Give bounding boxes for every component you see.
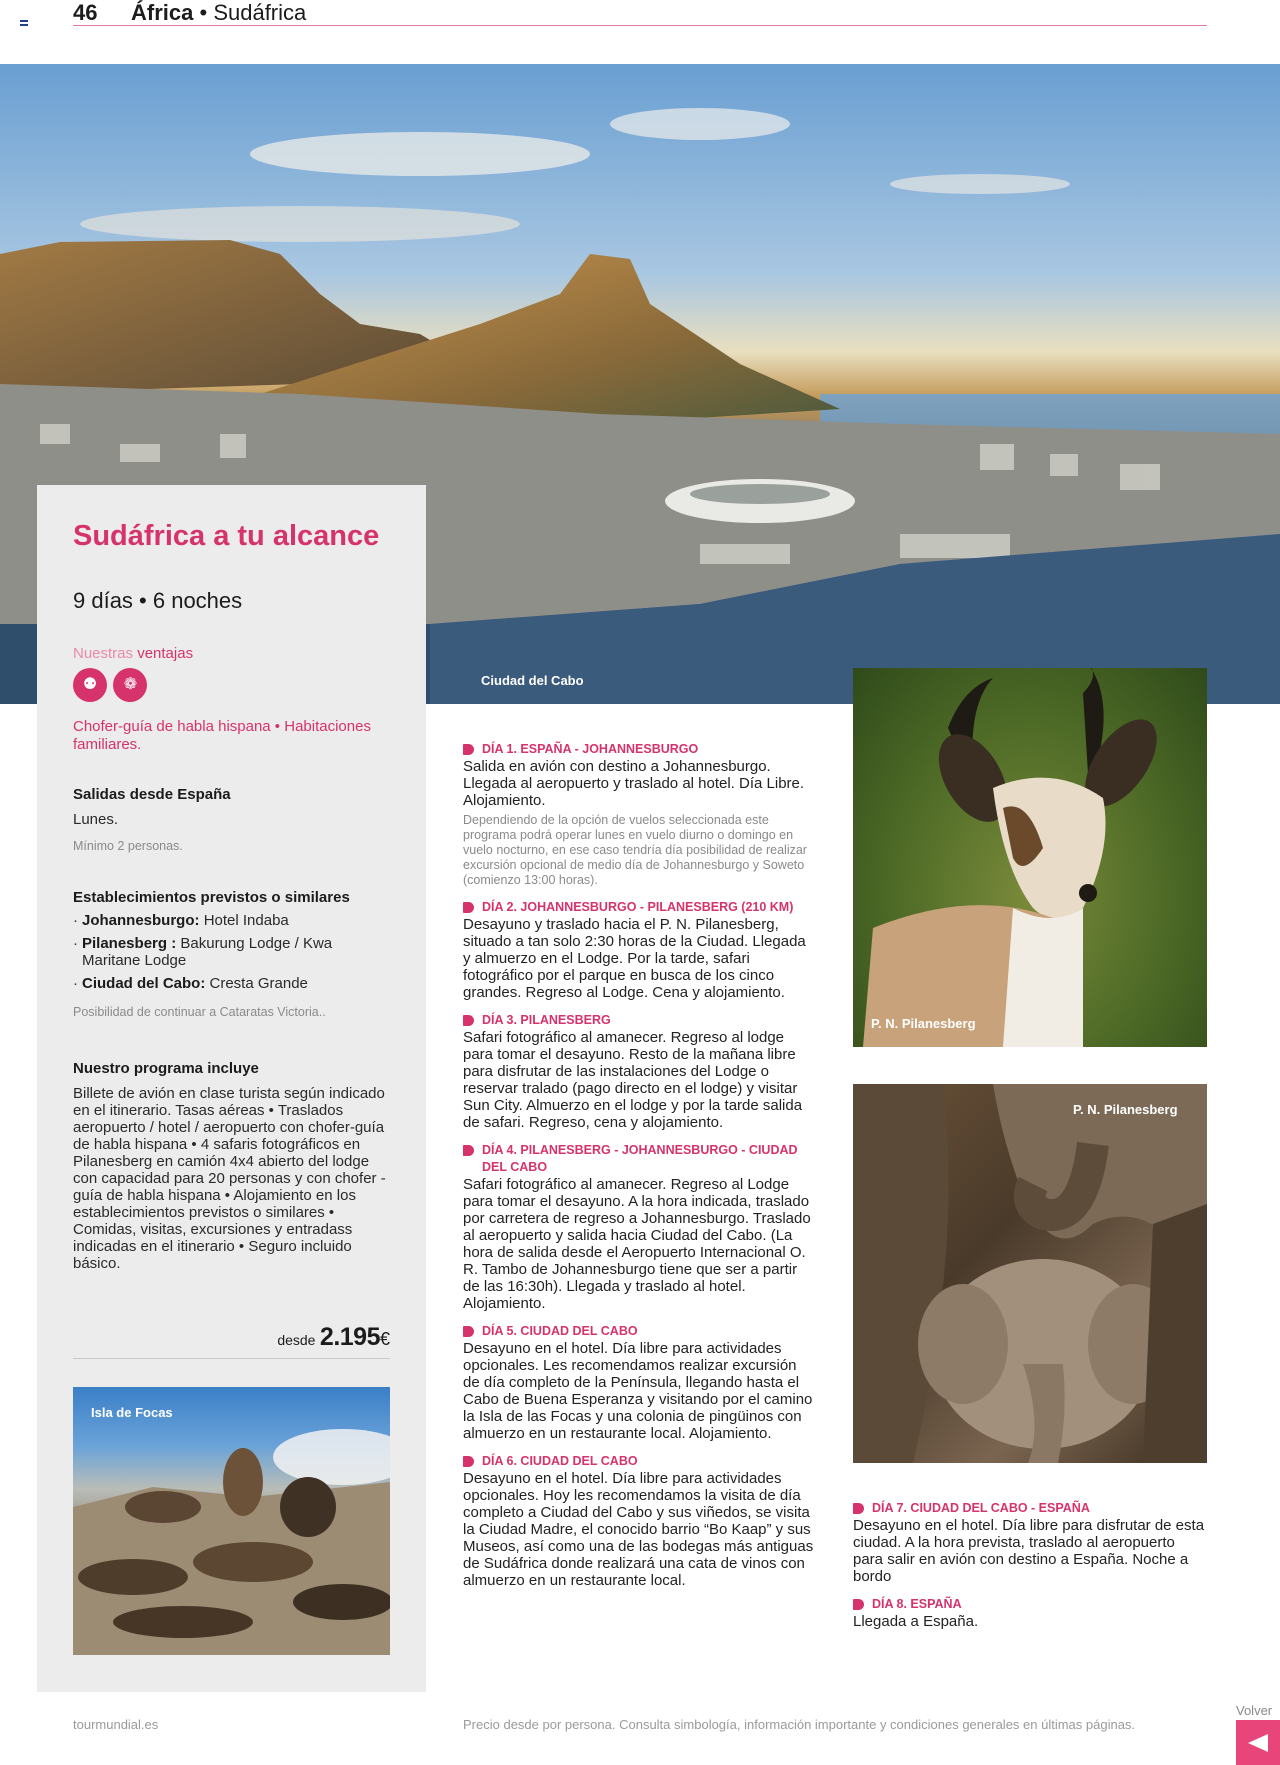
day-text: Desayuno y traslado hacia el P. N. Pilanesberg, situado a tan solo 2:30 horas de la Ciudad. Llegada y almuerzo en el Lodge. Por la tarde, safari fotográfico por el parque en busca de los cinco grandes. Regreso al Lodge. Cena y alojamiento. [463, 916, 806, 1001]
hotel-item [73, 975, 393, 992]
trip-duration: 9 días • 6 noches [73, 588, 243, 613]
country-name: Sudáfrica [213, 0, 307, 25]
price-prefix: desde [277, 1332, 316, 1348]
hotel-name: Hotel Indaba [203, 912, 289, 929]
footer-disclaimer: Precio desde por persona. Consulta simbología, información importante y condiciones generales en últimas páginas. [463, 1717, 1136, 1732]
hotel-name: Bakurung Lodge / Kwa Maritane Lodge [82, 935, 333, 969]
day-title: DÍA 7. CIUDAD DEL CABO - ESPAÑA [853, 1500, 1206, 1517]
section-title [131, 0, 306, 26]
seals-illustration [73, 1387, 390, 1655]
springbok-illustration [853, 668, 1207, 1047]
departures-note: Mínimo 2 personas. [73, 839, 183, 853]
day-text: Desayuno en el hotel. Día libre para actividades opcionales. Les recomendamos realizar excursión de día completo de la Península, llegando hasta el Cabo de Buena Esperanza y visitando por el camino la Isla de las Focas y una colonia de pingüinos con almuerzo en un restaurante local. Alojamiento. [463, 1340, 813, 1442]
back-label[interactable]: Volver [1236, 1703, 1273, 1718]
trip-title: Sudáfrica a tu alcance [73, 520, 380, 552]
hotel-item [73, 935, 393, 969]
day-title: DÍA 3. PILANESBERG [463, 1012, 816, 1029]
back-button[interactable] [1236, 1720, 1280, 1765]
page-number: 46 [73, 0, 98, 25]
day-title: DÍA 4. PILANESBERG - JOHANNESBURGO - CIUDAD DEL CABO [463, 1142, 816, 1176]
price-value: 2.195 [319, 1323, 380, 1351]
sidebar-panel [37, 485, 426, 1692]
elephants-illustration [853, 1084, 1207, 1463]
elephants-caption: P. N. Pilanesberg [1073, 1102, 1178, 1117]
springbok-caption: P. N. Pilanesberg [871, 1016, 976, 1031]
includes-heading: Nuestro programa incluye [73, 1060, 259, 1077]
hotels-note: Posibilidad de continuar a Cataratas Victoria.. [73, 1005, 326, 1019]
flag-icon [20, 20, 28, 26]
day-text: Desayuno en el hotel. Día libre para disfrutar de esta ciudad. A la hora prevista, traslado al aeropuerto para salir en avión con destino a España. Noche a bordo [853, 1517, 1205, 1585]
day-item [463, 1142, 816, 1312]
hero-caption: Ciudad del Cabo [481, 673, 584, 688]
day-item [463, 1012, 816, 1131]
day-text: Llegada a España. [853, 1613, 979, 1630]
day-item [463, 741, 816, 888]
day-text: Salida en avión con destino a Johannesburgo. Llegada al aeropuerto y traslado al hotel. Día Libre. Alojamiento. [463, 758, 805, 809]
price-currency: € [379, 1329, 390, 1349]
itinerary-column-1 [463, 741, 816, 1589]
family-icon: ❁ [113, 668, 147, 702]
hotel-item [73, 912, 393, 929]
day-title: DÍA 8. ESPAÑA [853, 1596, 1206, 1613]
elephants-photo [853, 1084, 1207, 1463]
guide-icon: ⚉ [73, 668, 107, 702]
itinerary-column-2 [853, 1500, 1206, 1630]
day-item [463, 1453, 816, 1589]
hotel-city: Pilanesberg : [82, 935, 177, 952]
day-item [853, 1500, 1206, 1585]
day-item [463, 899, 816, 1001]
day-item [853, 1596, 1206, 1630]
departures-heading: Salidas desde España [73, 786, 231, 803]
day-text: Safari fotográfico al amanecer. Regreso al Lodge para tomar el desayuno. A la hora indicada, traslado por carretera de regreso a Johannesburgo. Traslado al aeropuerto y salida hacia Ciudad del Cabo. (La hora de salida desde el Aeropuerto Internacional O. R. Tambo de Johannesburgo tiene que ser a partir de las 16:30h). Llegada y traslado al hotel. Alojamiento. [463, 1176, 811, 1312]
hotel-name: Cresta Grande [209, 975, 308, 992]
day-title: DÍA 6. CIUDAD DEL CABO [463, 1453, 816, 1470]
section-name: África [131, 0, 194, 25]
advantages-word: ventajas [137, 645, 194, 662]
departures-value: Lunes. [73, 811, 119, 828]
hotels-list [73, 912, 393, 998]
day-title: DÍA 2. JOHANNESBURGO - PILANESBERG (210 KM) [463, 899, 816, 916]
advantages-highlights: Chofer-guía de habla hispana • Habitaciones familiares. [73, 718, 371, 753]
day-note: Dependiendo de la opción de vuelos seleccionada este programa podrá operar lunes en vuelo diurno o domingo en vuelo nocturno, en ese caso tendría día posibilidad de realizar excursión opcional de medio día de Johannesburgo y Soweto (comienzo 13:00 horas). [463, 813, 807, 887]
page-header [73, 0, 1207, 26]
seals-photo [73, 1387, 390, 1655]
hotel-city: Ciudad del Cabo: [82, 975, 206, 992]
hotels-heading: Establecimientos previstos o similares [73, 889, 350, 906]
hotel-city: Johannesburgo: [82, 912, 200, 929]
title-separator: • [199, 0, 208, 25]
day-item [463, 1323, 816, 1442]
advantages-prefix: Nuestras [73, 645, 134, 662]
seals-caption: Isla de Focas [91, 1405, 173, 1420]
day-title: DÍA 5. CIUDAD DEL CABO [463, 1323, 816, 1340]
footer-site: tourmundial.es [73, 1717, 159, 1732]
day-text: Desayuno en el hotel. Día libre para actividades opcionales. Hoy les recomendamos la visita de día completo a Ciudad del Cabo y sus viñedos, se visita la Ciudad Madre, el conocido barrio “Bo Kaap” y sus Museos, así como una de las bodegas más antiguas de Sudáfrica donde realizará una cata de vinos con almuerzo en un restaurante local. [463, 1470, 814, 1589]
day-text: Safari fotográfico al amanecer. Regreso al lodge para tomar el desayuno. Resto de la mañana libre para disfrutar de las instalaciones del Lodge o reservar tralado (pago directo en el lodge) y visitar Sun City. Almuerzo en el lodge y por la tarde salida de safari. Regreso, cena y alojamiento. [463, 1029, 803, 1131]
advantages-label [73, 645, 193, 662]
price-block [73, 1323, 390, 1359]
includes-text: Billete de avión en clase turista según indicado en el itinerario. Tasas aéreas • Traslados aeropuerto / hotel / aeropuerto con chofer-guía de habla hispana • 4 safaris fotográficos en Pilanesberg en camión 4x4 abierto del lodge con capacidad para 20 personas y con chofer - guía de habla hispana • Alojamiento en los establecimientos previstos o similares • Comidas, visitas, excursiones y entradass indicadas en el itinerario • Seguro incluido básico. [73, 1085, 386, 1272]
day-title: DÍA 1. ESPAÑA - JOHANNESBURGO [463, 741, 816, 758]
back-arrow-icon [1246, 1732, 1270, 1754]
advantage-icons [73, 668, 149, 702]
springbok-photo [853, 668, 1207, 1047]
